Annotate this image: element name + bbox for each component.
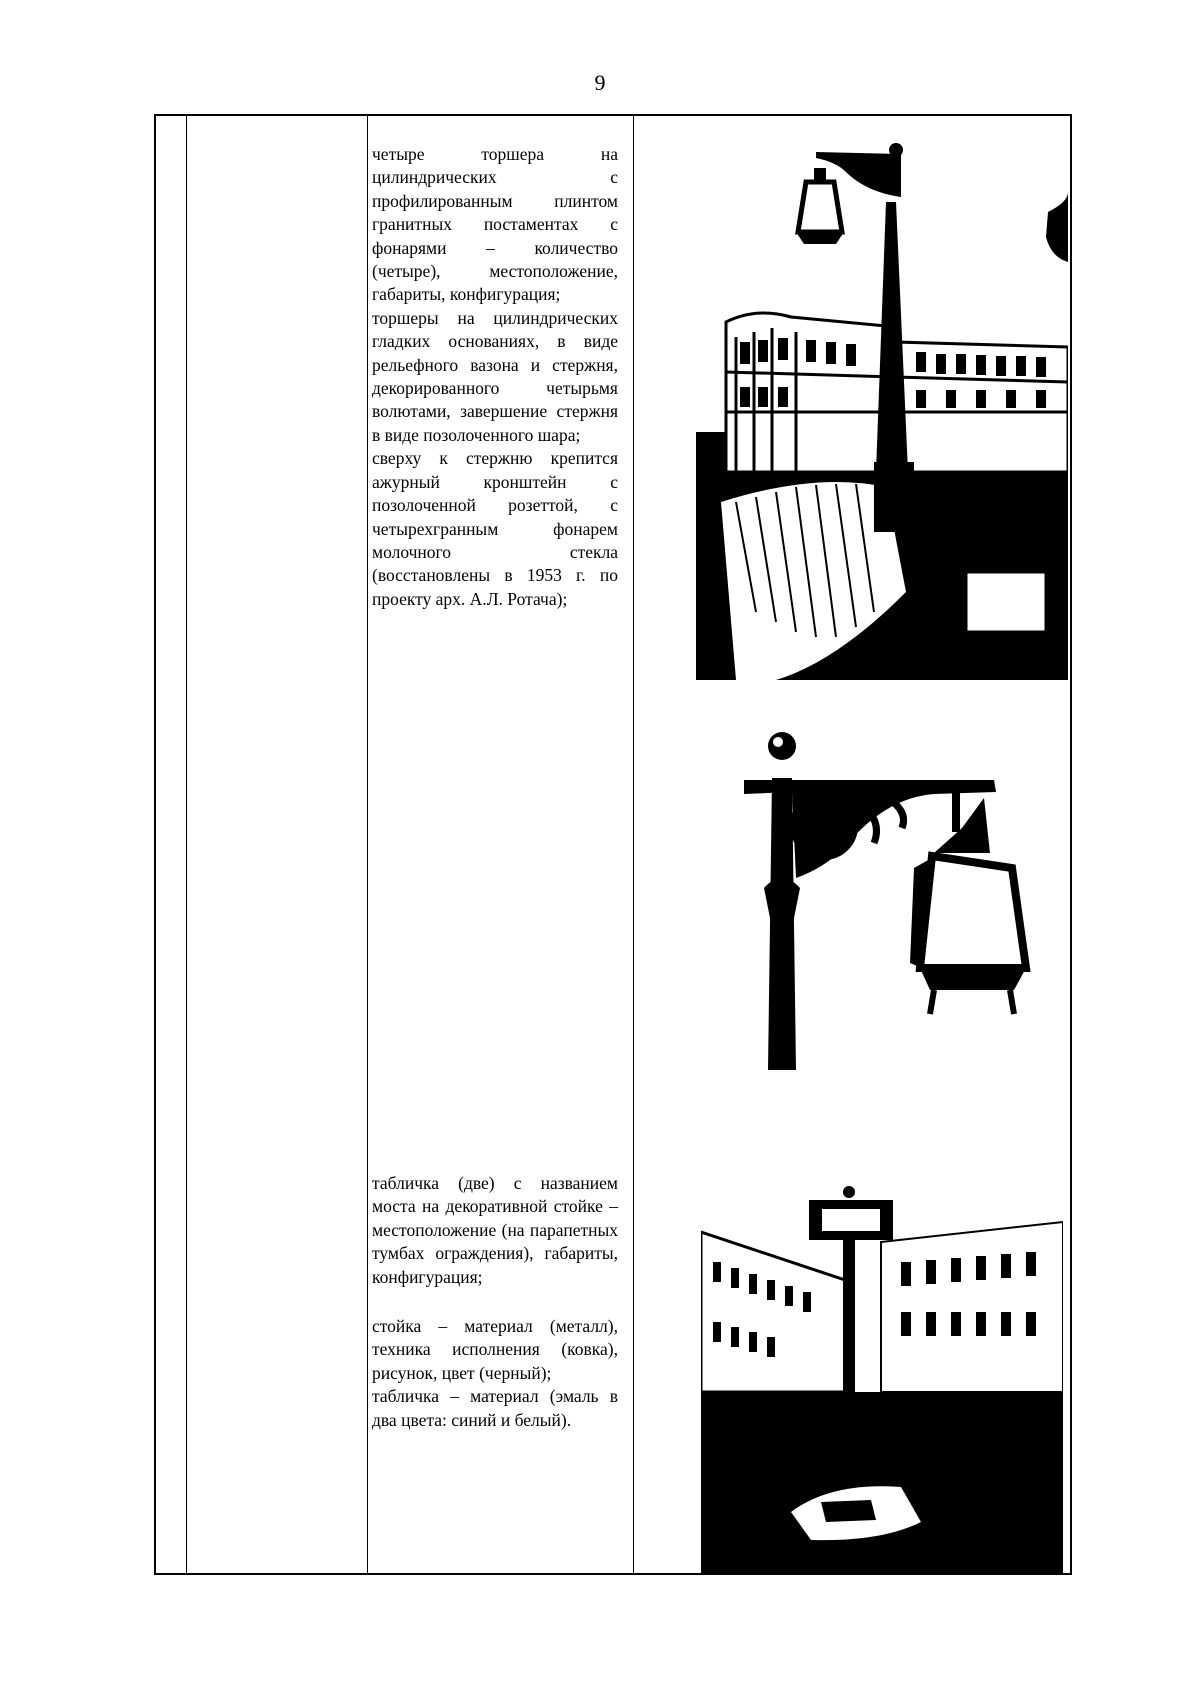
entry-lamp-posts-description [372,143,618,611]
paragraph: торшеры на цилиндрических гладких основаниях, в виде рельефного вазона и стержня, декорированного четырьмя волютами, завершение стержня в виде позолоченного шара; [372,307,618,445]
photo-name-plate-stand [701,1182,1063,1575]
paragraph: табличка – материал (эмаль в два цвета: синий и белый). [372,1386,618,1430]
column-divider-1 [186,116,187,1573]
photo-bridge-lamp-posts [696,142,1068,680]
paragraph: табличка (две) с названием моста на декоративной стойке – местоположение (на парапетных тумбах ограждения), габариты, конфигурация; [372,1173,618,1287]
paragraph-gap [372,1289,618,1315]
column-divider-2 [367,116,368,1573]
paragraph: четыре торшера на цилиндрических с профилированным плинтом гранитных постаментах с фонарями – количество (четыре), местоположение, габариты, конфигурация; [372,144,618,305]
column-divider-3 [633,116,634,1573]
page-number: 9 [594,70,606,95]
photo-lantern-bracket [734,718,1034,1070]
paragraph: стойка – материал (металл), техника исполнения (ковка), рисунок, цвет (черный); [372,1316,618,1383]
entry-name-plate-description [372,1172,618,1432]
paragraph: сверху к стержню крепится ажурный кронштейн с позолоченной розеттой, с четырехгранным фонарем молочного стекла (восстановлены в 1953 г. по проекту арх. А.Л. Ротача); [372,448,618,609]
